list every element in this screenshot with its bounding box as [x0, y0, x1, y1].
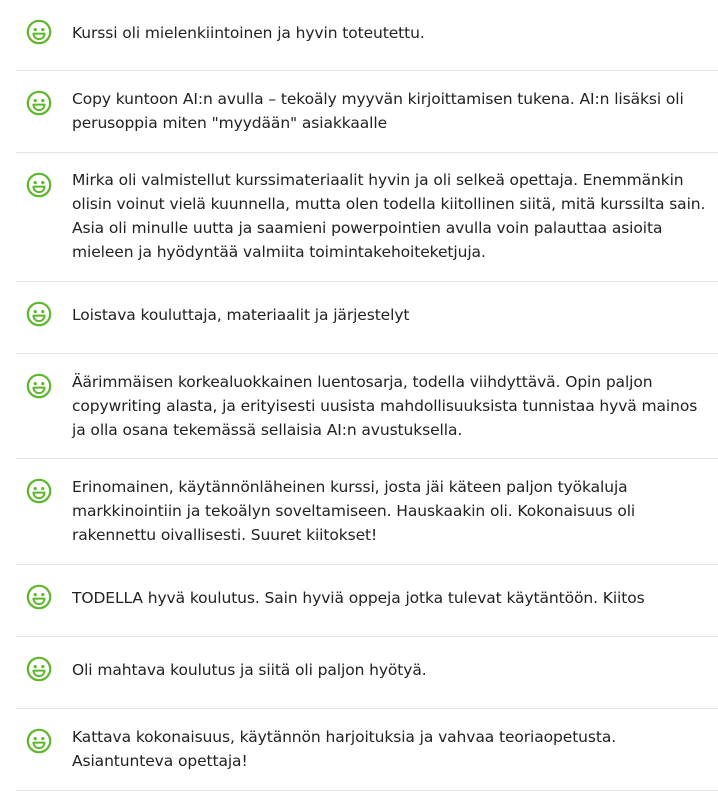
- smile-icon: [26, 584, 52, 610]
- feedback-item: [16, 565, 718, 637]
- feedback-text: Copy kuntoon AI:n avulla – tekoäly myyvän kirjoittamisen tukena. AI:n lisäksi oli perusoppia miten "myydään" asiakkaalle: [72, 90, 684, 132]
- feedback-text: Erinomainen, käytännönläheinen kurssi, josta jäi käteen paljon työkaluja markkinointiin ja tekoälyn soveltamiseen. Hauskaakin oli. Kokonaisuus oli rakennettu oivallisesti. Suuret kiitokset!: [72, 478, 636, 544]
- feedback-text: Äärimmäisen korkealuokkainen luentosarja, todella viihdyttävä. Opin paljon copywriting alasta, ja erityisesti uusista mahdollisuuksista tunnistaa hyvä mainos ja olla osana tekemässä sellaisia AI:n avustuksella.: [72, 373, 698, 439]
- feedback-item: [16, 153, 718, 282]
- smile-icon: [26, 90, 52, 116]
- feedback-item: [16, 459, 718, 565]
- feedback-item: [16, 354, 718, 459]
- feedback-text: Loistava kouluttaja, materiaalit ja järjestelyt: [72, 306, 410, 324]
- feedback-text: Mirka oli valmistellut kurssimateriaalit hyvin ja oli selkeä opettaja. Enemmänkin olisin voinut vielä kuunnella, mutta olen todella kiitollinen siitä, mitä kurssilta sain. Asia oli minulle uutta ja saamieni powerpointien avulla voin palauttaa asioita mieleen ja hyödyntää valmiita toimintakehoiteketjuja.: [72, 171, 706, 261]
- feedback-item: [16, 71, 718, 153]
- smile-icon: [26, 728, 52, 754]
- feedback-item: [16, 282, 718, 354]
- feedback-item: [16, 637, 718, 709]
- smile-icon: [26, 478, 52, 504]
- feedback-text: Oli mahtava koulutus ja siitä oli paljon hyötyä.: [72, 661, 427, 679]
- smile-icon: [26, 656, 52, 682]
- feedback-item: [16, 709, 718, 791]
- feedback-text: Kurssi oli mielenkiintoinen ja hyvin toteutettu.: [72, 24, 425, 42]
- smile-icon: [26, 301, 52, 327]
- feedback-item: [16, 0, 718, 71]
- smile-icon: [26, 373, 52, 399]
- feedback-text: TODELLA hyvä koulutus. Sain hyviä oppeja jotka tulevat käytäntöön. Kiitos: [72, 589, 645, 607]
- feedback-text: Kattava kokonaisuus, käytännön harjoituksia ja vahvaa teoriaopetusta. Asiantunteva opettaja!: [72, 728, 617, 770]
- smile-icon: [26, 19, 52, 45]
- smile-icon: [26, 172, 52, 198]
